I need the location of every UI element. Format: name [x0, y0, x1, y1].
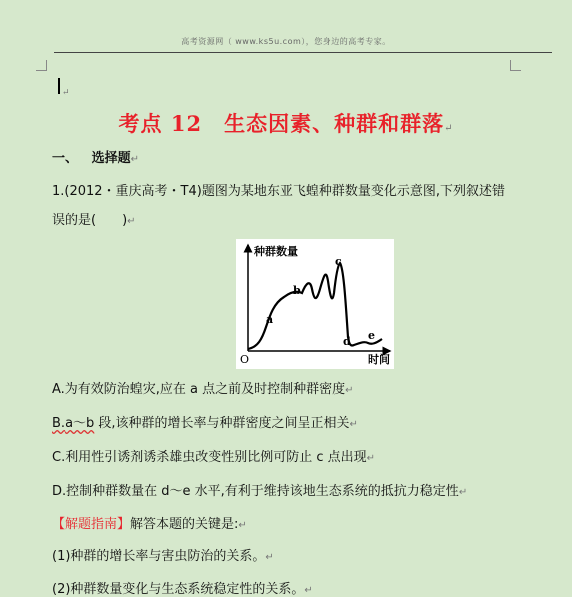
paragraph-mark: ↵: [366, 453, 376, 464]
text-cursor[interactable]: [58, 78, 60, 94]
paragraph-mark: ↵: [349, 419, 358, 430]
y-axis-label: 种群数量: [254, 245, 298, 258]
point-label-a: a: [266, 313, 274, 326]
question-line-2: [52, 209, 136, 228]
section-label: 选择题: [91, 151, 131, 166]
header-rule: [54, 52, 552, 53]
point-label-b: b: [293, 284, 301, 297]
point-label-e: e: [368, 329, 375, 342]
paragraph-mark: ↵: [130, 154, 139, 165]
margin-mark-left: [36, 60, 47, 71]
paragraph-mark: ↵: [458, 487, 468, 498]
option-a-letter: A.: [52, 382, 65, 397]
option-b-letter: B.: [52, 416, 66, 431]
option-b-underlined: a～b: [65, 416, 95, 431]
hint-item-2-text: (2)种群数量变化与生态系统稳定性的关系。: [52, 582, 305, 597]
option-a-text: 为有效防治蝗灾,应在 a 点之前及时控制种群密度: [64, 382, 346, 397]
option-d-text: 控制种群数量在 d～e 水平,有利于维持该地生态系统的抵抗力稳定性: [66, 484, 459, 499]
option-c-text: 利用性引诱剂诱杀雄虫改变性别比例可防止 c 点出现: [65, 450, 367, 465]
paragraph-mark: ↵: [304, 585, 313, 596]
title-text: 考点 12 生态因素、种群和群落: [118, 111, 445, 136]
option-d: [52, 480, 467, 499]
option-c: [52, 446, 375, 465]
hint-heading: [52, 513, 247, 532]
document-title: [0, 108, 572, 138]
paragraph-mark: ↵: [127, 216, 136, 227]
option-a: [52, 378, 354, 397]
point-label-c: c: [335, 255, 342, 268]
option-d-letter: D.: [52, 484, 67, 499]
question-line-1: 1.(2012・重庆高考・T4)题图为某地东亚飞蝗种群数量变化示意图,下列叙述错: [52, 184, 505, 199]
paragraph-mark: ↵: [238, 520, 247, 531]
section-heading: [52, 147, 139, 166]
origin-label: O: [240, 353, 250, 366]
point-label-d: d: [343, 335, 351, 348]
hint-label: 【解题指南】: [52, 517, 131, 532]
question-line-2-text: 误的是( ): [52, 213, 128, 228]
paragraph-mark: ↵: [265, 552, 274, 563]
hint-item-1-text: (1)种群的增长率与害虫防治的关系。: [52, 549, 266, 564]
hint-item-2: [52, 578, 313, 597]
x-axis-label: 时间: [368, 353, 390, 366]
population-curve: [248, 263, 382, 349]
hint-text: 解答本题的关键是:: [130, 517, 239, 532]
population-figure: [236, 239, 394, 369]
hint-item-1: [52, 545, 274, 564]
margin-mark-right: [510, 60, 521, 71]
paragraph-mark: ↵: [62, 88, 70, 98]
option-b-text: 段,该种群的增长率与种群密度之间呈正相关: [94, 416, 350, 431]
option-c-letter: C.: [52, 450, 66, 465]
option-b: [52, 412, 358, 431]
page-header-text: 高考资源网（ www.ks5u.com），您身边的高考专家。: [181, 37, 391, 46]
paragraph-mark: ↵: [345, 385, 354, 396]
paragraph-mark: ↵: [444, 123, 454, 134]
section-number: 一、: [52, 151, 79, 166]
